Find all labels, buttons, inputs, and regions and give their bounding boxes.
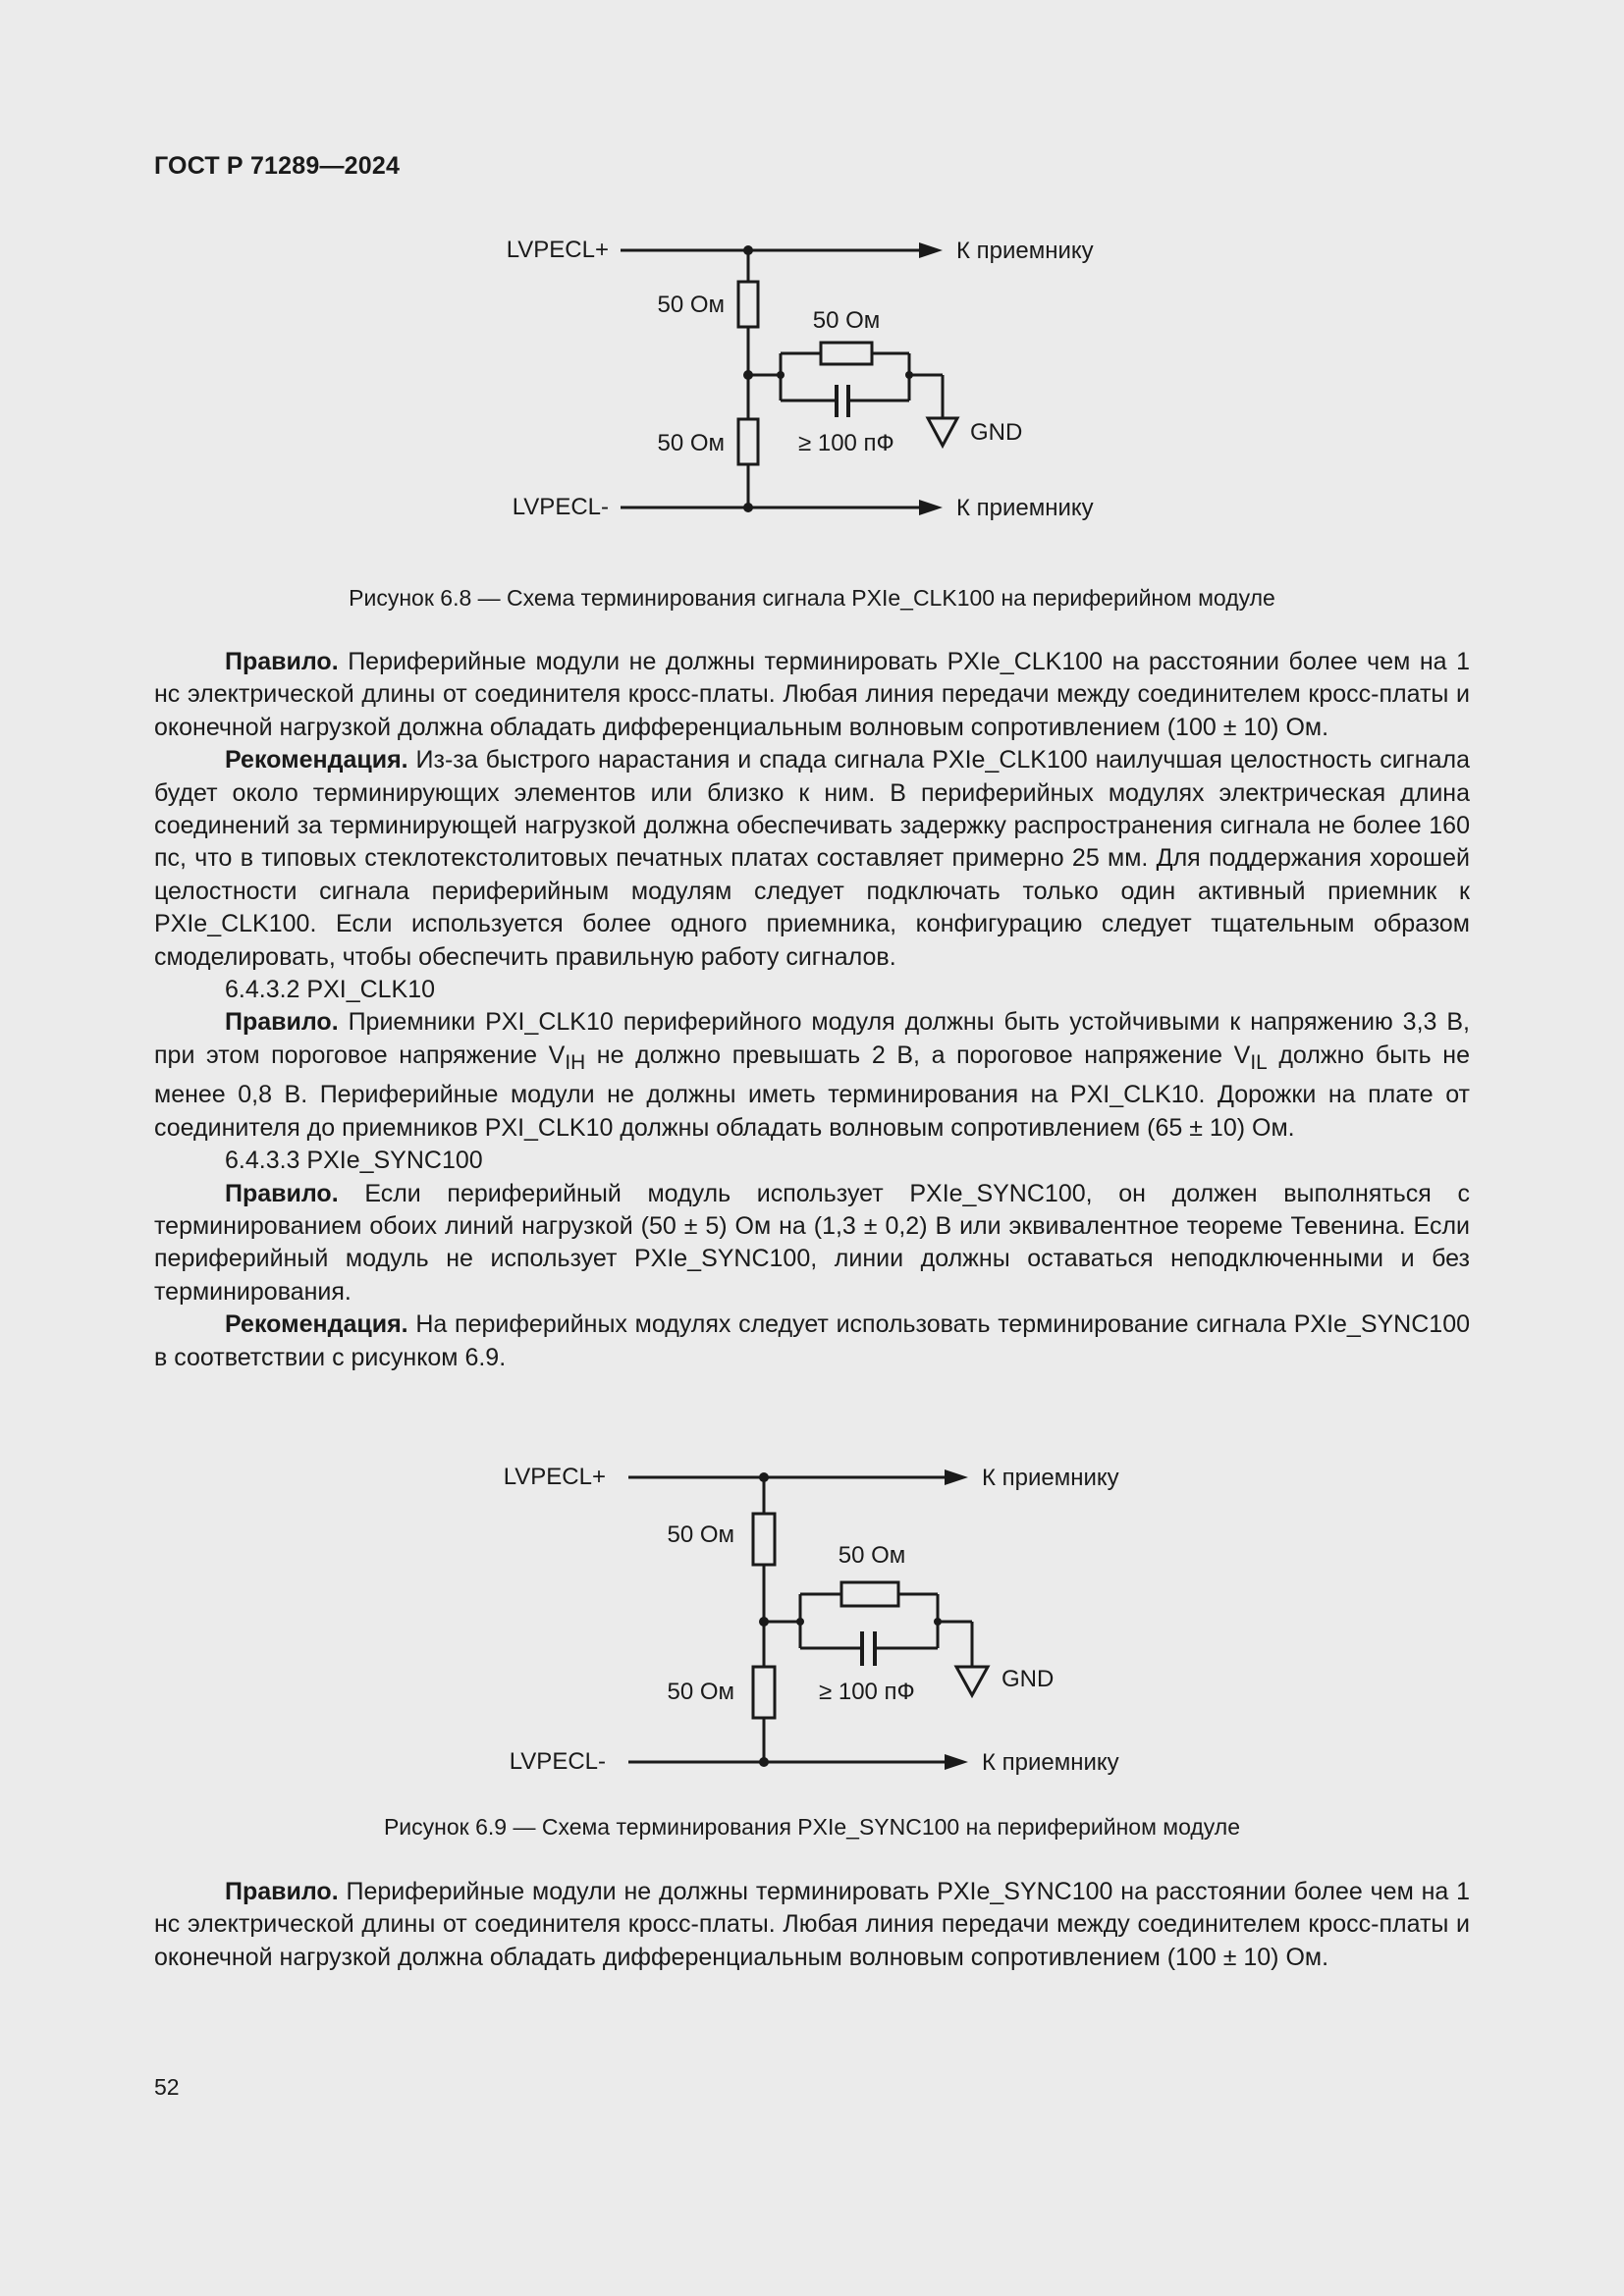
figure-6-8-caption: Рисунок 6.8 — Схема терминирования сигнала PXIe_CLK100 на периферийном модуле (349, 585, 1275, 611)
body-text-final (154, 1876, 1470, 1974)
rule-label: Правило. (225, 1008, 339, 1037)
label-resistor-bottom: 50 Ом (667, 1679, 734, 1705)
label-lvpecl-plus: LVPECL+ (503, 1464, 606, 1490)
label-resistor-right: 50 Ом (838, 1542, 906, 1569)
label-resistor-top: 50 Ом (667, 1522, 734, 1548)
rule-label: Правило. (225, 1179, 339, 1207)
paragraph-rule-sync100: Правило. Если периферийный модуль использует PXIe_SYNC100, он должен выполняться с терминированием обоих линий нагрузкой (50 ± 5) Ом на (1,3 ± 0,2) В или эквивалентное теореме Тевенина. Если периферийный модуль не использует PXIe_SYNC100, линии должны оставаться неподключенными и без терминирования. (154, 1179, 1470, 1306)
label-resistor-bottom: 50 Ом (657, 430, 725, 456)
label-to-receiver-bottom: К приемнику (956, 495, 1094, 521)
resistor-bottom (738, 419, 758, 464)
recommendation-label: Рекомендация. (225, 746, 408, 774)
figure-6-9-caption: Рисунок 6.9 — Схема терминирования PXIe_SYNC100 на периферийном модуле (383, 1814, 1241, 1840)
resistor-right (841, 1582, 898, 1606)
paragraph-recommendation-sync100: Рекомендация. На периферийных модулях следует использовать терминирование сигнала PXIe_SYNC100 в соответствии с рисунком 6.9. (154, 1310, 1470, 1371)
junction-top (759, 1472, 769, 1482)
label-to-receiver-top: К приемнику (956, 238, 1094, 264)
junction-mid (759, 1617, 769, 1627)
termination-schematic-6-8 (471, 216, 1178, 540)
arrow-bottom (919, 500, 943, 515)
body-text (154, 646, 1470, 1374)
resistor-top (753, 1514, 775, 1565)
resistor-bottom (753, 1667, 775, 1718)
section-heading-6-4-3-2: 6.4.3.2 PXI_CLK10 (225, 976, 436, 1004)
junction-bottom (759, 1757, 769, 1767)
resistor-top (738, 282, 758, 327)
junction-top (743, 245, 753, 255)
section-heading-6-4-3-3: 6.4.3.3 PXIe_SYNC100 (225, 1147, 483, 1175)
paragraph-rule-clk10: Правило. Приемники PXI_CLK10 периферийного модуля должны быть устойчивыми к напряжению 3,3 В, при этом пороговое напряжение $V_{IH}$ не должно превышать 2 В, а пороговое напряжение $V_{IL}$ должно быть не менее 0,8 В. Периферийные модули не должны иметь терминирования на PXI_CLK10. Дорожки на плате от соединителя до приемников PXI_CLK10 должны обладать волновым сопротивлением (65 ± 10) Ом. (154, 1008, 1471, 1142)
label-to-receiver-top: К приемнику (982, 1465, 1119, 1491)
figure-6-9 (471, 1443, 1178, 1787)
paragraph-rule-clk100: Правило. Периферийные модули не должны терминировать PXIe_CLK100 на расстоянии более чем на 1 нс электрической длины от соединителя кросс-платы. Любая линия передачи между соединителем кросс-платы и оконечной нагрузкой должна обладать дифференциальным волновым сопротивлением (100 ± 10) Ом. (154, 648, 1470, 741)
termination-schematic-6-9 (471, 1443, 1178, 1787)
label-gnd: GND (970, 419, 1023, 446)
arrow-bottom (945, 1754, 968, 1770)
recommendation-label: Рекомендация. (225, 1310, 408, 1339)
paragraph-rule-sync100-length: Правило. Периферийные модули не должны терминировать PXIe_SYNC100 на расстоянии более чем на 1 нс электрической длины от соединителя кросс-платы. Любая линия передачи между соединителем кросс-платы и оконечной нагрузкой должна обладать дифференциальным волновым сопротивлением (100 ± 10) Ом. (154, 1878, 1470, 1971)
resistor-right (821, 343, 872, 364)
rule-label: Правило. (225, 648, 339, 675)
ground-symbol (928, 418, 957, 446)
junction-bottom (743, 503, 753, 512)
label-capacitor: ≥ 100 пФ (798, 430, 894, 456)
ground-symbol (956, 1667, 988, 1695)
label-gnd: GND (1001, 1666, 1055, 1692)
document-header: ГОСТ Р 71289—2024 (154, 152, 401, 180)
junction-mid (743, 370, 753, 380)
label-capacitor: ≥ 100 пФ (819, 1679, 915, 1705)
page-number: 52 (154, 2074, 180, 2100)
arrow-top (945, 1469, 968, 1485)
label-resistor-top: 50 Ом (657, 292, 725, 318)
label-to-receiver-bottom: К приемнику (982, 1749, 1119, 1776)
label-lvpecl-minus: LVPECL- (509, 1748, 606, 1775)
label-lvpecl-minus: LVPECL- (512, 494, 609, 520)
rule-label: Правило. (225, 1878, 339, 1905)
arrow-top (919, 242, 943, 258)
subscript-il: IL (1250, 1050, 1268, 1074)
figure-6-8 (471, 216, 1178, 540)
label-lvpecl-plus: LVPECL+ (506, 237, 609, 263)
label-resistor-right: 50 Ом (812, 307, 881, 334)
subscript-ih: IH (565, 1050, 586, 1074)
paragraph-recommendation-clk100: Рекомендация. Из-за быстрого нарастания и спада сигнала PXIe_CLK100 наилучшая целостность сигнала будет около терминирующих элементов или близко к ним. В периферийных модулях электрическая длина соединений за терминирующей нагрузкой должна обеспечивать задержку распространения сигнала не более 160 пс, что в типовых стеклотекстолитовых печатных платах составляет примерно 25 мм. Для поддержания хорошей целостности сигнала периферийным модулям следует подключать только один активный приемник к PXIe_CLK100. Если используется более одного приемника, конфигурацию следует тщательным образом смоделировать, чтобы обеспечить правильную работу сигналов. (154, 746, 1470, 971)
